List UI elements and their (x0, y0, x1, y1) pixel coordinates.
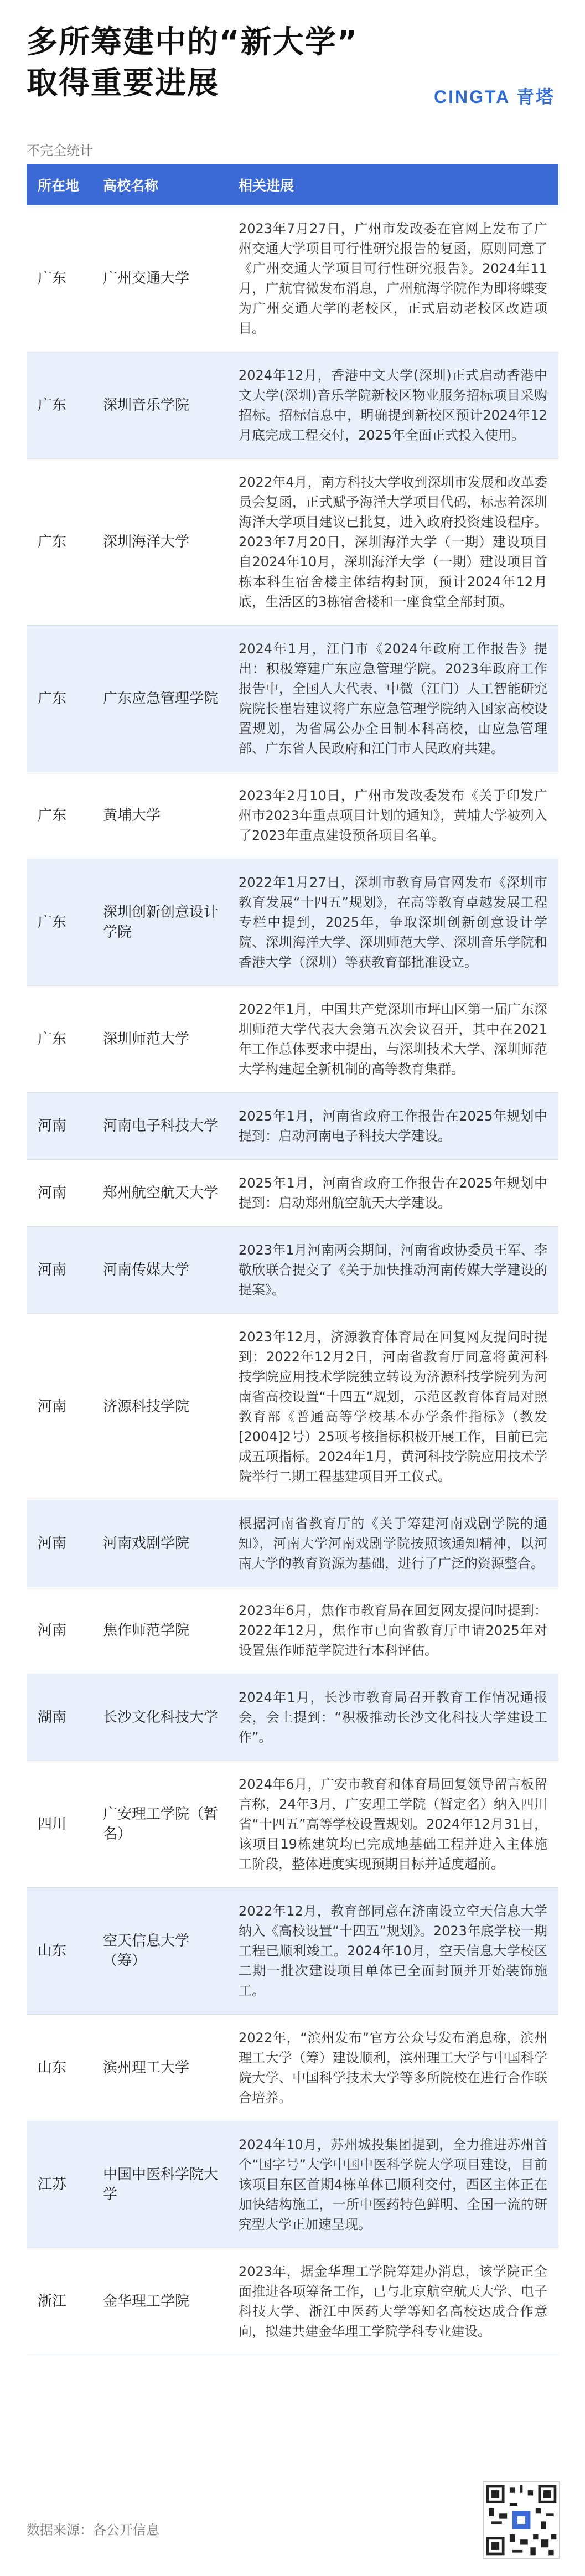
cell-school-name: 广东应急管理学院 (103, 690, 219, 707)
cell-location: 四川 (38, 1816, 67, 1832)
cell-location: 广东 (38, 807, 67, 824)
cell-location: 广东 (38, 270, 67, 287)
table-row (27, 1160, 558, 1227)
subtitle: 不完全统计 (27, 143, 93, 158)
cell-location: 广东 (38, 690, 67, 707)
cell-progress: 2025年1月，河南省政府工作报告在2025年规划中提到：启动郑州航空航天大学建设。 (239, 1175, 547, 1211)
cell-school-name: 黄埔大学 (103, 807, 161, 824)
cell-school-name: 广州交通大学 (103, 270, 190, 287)
cell-location: 广东 (38, 397, 67, 414)
cell-school-name: 金华理工学院 (103, 2293, 190, 2310)
cell-progress: 2024年10月，苏州城投集团提到，全力推进苏州首个“国字号”大学中国中医科学院大学项目建设，目前该项目东区首期4栋单体已顺利交付，西区主体正在加快结构施工，一所中医药特色鲜明、全国一流的研究型大学正加速呈现。 (239, 2137, 547, 2232)
table-row (27, 2015, 558, 2121)
cell-school-name: 河南戏剧学院 (103, 1535, 190, 1552)
cell-school-name: 深圳师范大学 (103, 1031, 190, 1047)
table-row (27, 2121, 558, 2248)
cell-progress: 2023年6月，焦作市教育局在回复网友提问时提到：2022年12月，焦作市已向省教育厅申请2025年对设置焦作师范学院进行本科评估。 (239, 1603, 547, 1658)
table-row (27, 859, 558, 986)
cell-progress: 2023年7月27日，广州市发改委在官网上发布了广州交通大学项目可行性研究报告的复函，原则同意了《广州交通大学项目可行性研究报告》。2024年11月，广航官微发布消息，广州航海学院作为即将蝶变为广州交通大学的老校区，正式启动老校区改造项目。 (239, 221, 547, 336)
table-row (27, 459, 558, 626)
page-title (27, 22, 359, 104)
cell-progress: 2023年1月河南两会期间，河南省政协委员王军、李敬欣联合提交了《关于加快推动河南传媒大学建设的提案》。 (239, 1242, 547, 1298)
cell-school-name: 滨州理工大学 (103, 2059, 190, 2076)
cell-school-name: 焦作师范学院 (103, 1622, 190, 1639)
table-row (27, 1888, 558, 2015)
table-row (27, 1674, 558, 1761)
title-line-2: 取得重要进展 (27, 65, 219, 101)
cell-location: 山东 (38, 1943, 67, 1959)
cell-location: 浙江 (38, 2293, 67, 2310)
cell-progress: 2024年1月，长沙市教育局召开教育工作情况通报会，会上提到：“积极推动长沙文化科技大学建设工作”。 (239, 1690, 547, 1745)
qr-code-icon (483, 2481, 560, 2559)
cell-progress: 2022年4月，南方科技大学收到深圳市发展和改革委员会复函，正式赋予海洋大学项目代码，标志着深圳海洋大学项目建议已批复，进入政府投资建设程序。2023年7月20日，深圳海洋大学（一期）建设项目自2024年10月，深圳海洋大学（一期）建设项目首栋本科生宿舍楼主体结构封顶，预计2024年12月底，生活区的3栋宿舍楼和一座食堂全部封顶。 (239, 474, 547, 610)
table-row (27, 2248, 558, 2355)
cell-school-name: 深圳音乐学院 (103, 397, 190, 414)
data-source: 数据来源：各公开信息 (27, 2522, 159, 2538)
cell-school-name: 郑州航空航天大学 (103, 1185, 219, 1201)
table-row (27, 205, 558, 352)
table-row (27, 352, 558, 459)
column-header-location: 所在地 (38, 177, 80, 194)
cell-location: 山东 (38, 2059, 67, 2076)
table-row (27, 626, 558, 772)
cell-location: 河南 (38, 1622, 67, 1639)
cell-location: 河南 (38, 1118, 67, 1134)
cell-progress: 2022年12月，教育部同意在济南设立空天信息大学纳入《高校设置“十四五”规划》。2023年底学校一期工程已顺利竣工。2024年10月，空天信息大学校区二期一批次建设项目单体已全面封顶并开始装饰施工。 (239, 1903, 547, 1999)
table-row (27, 772, 558, 859)
cell-school-name: 河南传媒大学 (103, 1262, 190, 1278)
cell-school-name: 深圳创新创意设计学院 (103, 904, 219, 941)
header (0, 0, 585, 122)
cell-progress: 2023年12月，济源教育体育局在回复网友提问时提到：2022年12月2日，河南省教育厅同意将黄河科技学院应用技术学院独立转设为济源科技学院列为河南省高校设置“十四五”规划，示范区教育体育局对照教育部《普通高等学校基本办学条件指标》（教发[2004]2号）25项考核指标积极开展工作，目前已完成五项指标。2024年1月，黄河科技学院应用技术学院举行二期工程基建项目开工仪式。 (239, 1329, 547, 1484)
cell-location: 湖南 (38, 1709, 67, 1726)
cell-progress: 2023年2月10日，广州市发改委发布《关于印发广州市2023年重点项目计划的通知》，黄埔大学被列入了2023年重点建设预备项目名单。 (239, 788, 547, 843)
cell-progress: 2023年，据金华理工学院筹建办消息，该学院正全面推进各项筹备工作，已与北京航空航天大学、电子科技大学、浙江中医药大学等知名高校达成合作意向，拟建共建金华理工学院学科专业建设。 (239, 2264, 547, 2339)
cell-school-name: 空天信息大学（筹） (103, 1933, 190, 1969)
cell-school-name: 济源科技学院 (103, 1398, 190, 1415)
cell-school-name: 深圳海洋大学 (103, 534, 190, 550)
cell-location: 江苏 (38, 2176, 67, 2193)
table-row (27, 1500, 558, 1587)
cell-progress: 2024年6月，广安市教育和体育局回复领导留言板留言称，24年3月，广安理工学院（暂定名）纳入四川省“十四五”高等学校设置规划。2024年12月31日，该项目19栋建筑均已完成地基础工程并进入主体施工阶段，整体进度实现预期目标并适度超前。 (239, 1777, 547, 1872)
table-body (27, 205, 558, 2355)
title-line-1: 多所筹建中的“新大学” (27, 24, 359, 60)
cell-progress: 2024年1月，江门市《2024年政府工作报告》提出：积极筹建广东应急管理学院。2023年政府工作报告中，全国人大代表、中微（江门）人工智能研究院院长崔岩建议将广东应急管理学院纳入国家高校设置规划，为省属公办全日制本科高校，由应急管理部、广东省人民政府和江门市人民政府共建。 (239, 641, 547, 756)
cell-location: 河南 (38, 1262, 67, 1278)
progress-table (27, 164, 558, 2355)
table-row (27, 1587, 558, 1674)
cell-progress: 2022年1月27日，深圳市教育局官网发布《深圳市教育发展“十四五”规划》，在高等教育卓越发展工程专栏中提到，2025年，争取深圳创新创意设计学院、深圳海洋大学、深圳师范大学、深圳音乐学院和香港大学（深圳）等获教育部批准设立。 (239, 875, 547, 970)
cell-progress: 2025年1月，河南省政府工作报告在2025年规划中提到：启动河南电子科技大学建设。 (239, 1108, 547, 1144)
cell-location: 河南 (38, 1535, 67, 1552)
cell-progress: 2022年，“滨州发布”官方公众号发布消息称，滨州理工大学（筹）建设顺利，滨州理工大学与中国科学院大学、中国科学技术大学等多所院校在进行合作联合培养。 (239, 2030, 547, 2105)
table-row (27, 1093, 558, 1160)
cell-progress: 根据河南省教育厅的《关于筹建河南戏剧学院的通知》，河南大学河南戏剧学院按照该通知精神，以河南大学的教育资源为基础，进行了广泛的资源整合。 (239, 1516, 547, 1571)
cell-progress: 2024年12月，香港中文大学(深圳)正式启动香港中文大学(深圳)音乐学院新校区物业服务招标项目采购招标。招标信息中，明确提到新校区预计2024年12月底完成工程交付，2025年全面正式投入使用。 (239, 368, 547, 443)
column-header-progress: 相关进展 (239, 177, 294, 194)
table-row (27, 1761, 558, 1888)
cell-location: 河南 (38, 1185, 67, 1201)
column-header-name: 高校名称 (103, 177, 159, 194)
cell-location: 广东 (38, 534, 67, 550)
table-row (27, 986, 558, 1093)
footer (0, 2458, 585, 2576)
table-row (27, 1314, 558, 1500)
cell-school-name: 广安理工学院（暂名） (103, 1806, 219, 1842)
cell-location: 广东 (38, 914, 67, 931)
cell-location: 河南 (38, 1398, 67, 1415)
table-header (27, 164, 558, 205)
cell-school-name: 长沙文化科技大学 (103, 1709, 219, 1726)
cell-school-name: 河南电子科技大学 (103, 1118, 219, 1134)
cell-location: 广东 (38, 1031, 67, 1047)
table-row (27, 1227, 558, 1314)
cell-school-name: 中国中医科学院大学 (103, 2166, 219, 2203)
brand-logo: CINGTA 青塔 (434, 87, 555, 107)
cell-progress: 2022年1月，中国共产党深圳市坪山区第一届广东深圳师范大学代表大会第五次会议召开，其中在2021年工作总体要求中提出，与深圳技术大学、深圳师范大学构建起全新机制的高等教育集群。 (239, 1002, 547, 1077)
